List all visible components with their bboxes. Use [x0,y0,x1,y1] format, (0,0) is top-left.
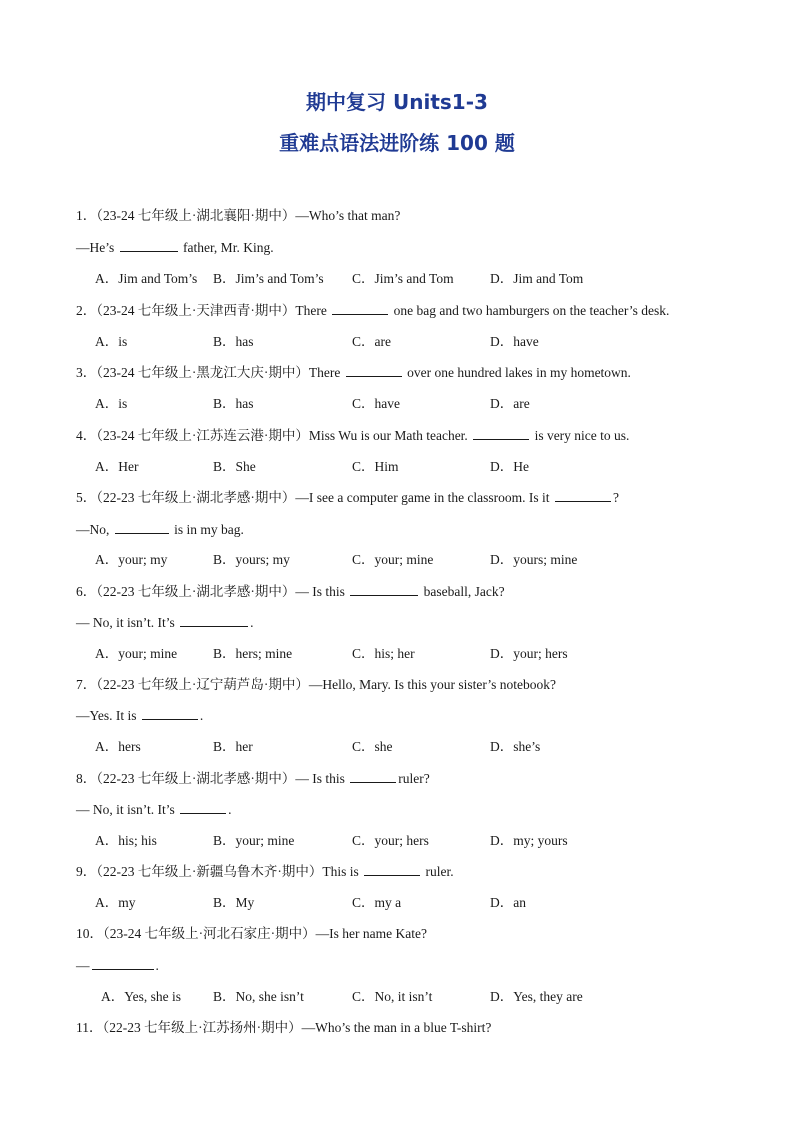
question-text: baseball, Jack? [423,584,505,599]
option-b[interactable]: B．yours; my [213,552,290,567]
option-d[interactable]: D．Jim and Tom [490,271,584,286]
question-10-stem [76,925,427,943]
question-text: —Is her name Kate? [315,926,427,941]
answer-blank[interactable] [364,862,420,876]
question-source: （22-23 七年级上·新疆乌鲁木齐·期中） [96,864,323,879]
question-number: 6． [76,584,97,599]
question-text: . [199,708,204,723]
page-subtitle: 重难点语法进阶练 100 题 [279,131,515,155]
answer-blank[interactable] [120,238,178,252]
option-a[interactable]: A．my [95,895,136,910]
question-text: This is [322,864,359,879]
option-c[interactable]: C．Him [352,459,399,474]
option-c[interactable]: C．she [352,739,393,754]
option-a[interactable]: A．is [95,334,128,349]
answer-blank[interactable] [473,426,529,440]
option-c[interactable]: C．are [352,334,391,349]
question-number: 5． [76,490,97,505]
option-c[interactable]: C．his; her [352,646,415,661]
question-text: — [76,958,90,973]
question-number: 7． [76,677,97,692]
option-a[interactable]: A．your; my [95,552,168,567]
page-title: 期中复习 Units1-3 [306,90,488,114]
question-6-stem [76,582,505,601]
question-text: — Is this [295,584,345,599]
option-b[interactable]: B．hers; mine [213,646,293,661]
question-text: — No, it isn’t. It’s [76,802,175,817]
question-source: （23-24 七年级上·天津西青·期中） [96,303,296,318]
option-b[interactable]: B．has [213,396,254,411]
question-text: ? [612,490,619,505]
option-a[interactable]: A．your; mine [95,646,178,661]
option-c[interactable]: C．Jim’s and Tom [352,271,454,286]
question-5-stem [76,488,619,507]
question-number: 3． [76,365,97,380]
question-source: （22-23 七年级上·湖北孝感·期中） [96,771,296,786]
option-b[interactable]: B．your; mine [213,833,295,848]
question-text: Miss Wu is our Math teacher. [308,428,468,443]
question-8-line2 [76,800,232,819]
question-text: ruler. [425,864,454,879]
question-number: 9． [76,864,97,879]
option-a[interactable]: A．Jim and Tom’s [95,271,198,286]
answer-blank[interactable] [92,956,154,970]
question-number: 10． [76,926,103,941]
question-text: —I see a computer game in the classroom. Is it [295,490,550,505]
option-b[interactable]: B．Jim’s and Tom’s [213,271,324,286]
answer-blank[interactable] [555,488,611,502]
question-text: — Is this [295,771,345,786]
option-d[interactable]: D．an [490,895,526,910]
answer-blank[interactable] [332,301,388,315]
question-text: over one hundred lakes in my hometown. [407,365,631,380]
question-source: （23-24 七年级上·湖北襄阳·期中） [96,208,296,223]
question-1-line2 [76,238,274,257]
answer-blank[interactable] [346,363,402,377]
answer-blank[interactable] [115,520,169,534]
question-text: . [250,615,254,630]
question-text: —Who’s that man? [295,208,401,223]
question-text: — No, it isn’t. It’s [76,615,175,630]
question-5-line2 [76,520,244,539]
option-d[interactable]: D．yours; mine [490,552,578,567]
question-text: There [295,303,327,318]
option-c[interactable]: C．your; hers [352,833,429,848]
question-text: —No, [76,522,110,537]
question-8-stem [76,769,430,788]
question-source: （23-24 七年级上·江苏连云港·期中） [96,428,309,443]
option-d[interactable]: D．my; yours [490,833,568,848]
option-a[interactable]: A．Her [95,459,139,474]
option-c[interactable]: C．my a [352,895,402,910]
question-text: is very nice to us. [534,428,630,443]
question-text: father, Mr. King. [183,240,274,255]
question-text: —He’s [76,240,115,255]
option-a[interactable]: A．hers [95,739,141,754]
option-d[interactable]: D．she’s [490,739,541,754]
question-source: （22-23 七年级上·湖北孝感·期中） [96,490,296,505]
answer-blank[interactable] [350,582,418,596]
question-4-stem [76,426,629,445]
question-3-stem [76,363,631,382]
option-c[interactable]: C．No, it isn’t [352,989,433,1004]
question-7-line2 [76,706,203,725]
question-number: 1． [76,208,97,223]
question-source: （23-24 七年级上·河北石家庄·期中） [103,926,316,941]
answer-blank[interactable] [142,706,198,720]
option-b[interactable]: B．has [213,334,254,349]
option-d[interactable]: D．have [490,334,539,349]
question-number: 4． [76,428,97,443]
option-a[interactable]: A．is [95,396,128,411]
question-7-stem [76,676,556,694]
answer-blank[interactable] [350,769,396,783]
question-1-stem [76,207,400,225]
question-text: one bag and two hamburgers on the teacher’s desk. [393,303,670,318]
question-source: （23-24 七年级上·黑龙江大庆·期中） [96,365,309,380]
question-6-line2 [76,613,254,632]
option-c[interactable]: C．your; mine [352,552,434,567]
option-a[interactable]: A．Yes, she is [101,989,182,1004]
question-source: （22-23 七年级上·辽宁葫芦岛·期中） [96,677,309,692]
question-text: —Hello, Mary. Is this your sister’s notebook? [308,677,556,692]
question-text: —Yes. It is [76,708,137,723]
question-10-line2 [76,956,159,975]
option-d[interactable]: D．are [490,396,530,411]
question-2-stem [76,301,669,320]
question-source: （22-23 七年级上·湖北孝感·期中） [96,584,296,599]
question-number: 2． [76,303,97,318]
answer-blank[interactable] [180,613,248,627]
question-9-stem [76,862,454,881]
question-text: is in my bag. [174,522,244,537]
question-source: （22-23 七年级上·江苏扬州·期中） [102,1020,302,1035]
question-text: —Who’s the man in a blue T-shirt? [301,1020,492,1035]
option-b[interactable]: B．her [213,739,253,754]
option-d[interactable]: D．Yes, they are [490,989,583,1004]
answer-blank[interactable] [180,800,226,814]
option-b[interactable]: B．She [213,459,256,474]
option-d[interactable]: D．He [490,459,529,474]
option-d[interactable]: D．your; hers [490,646,568,661]
question-number: 11． [76,1020,103,1035]
option-b[interactable]: B．No, she isn’t [213,989,304,1004]
question-number: 8． [76,771,97,786]
option-b[interactable]: B．My [213,895,255,910]
option-c[interactable]: C．have [352,396,400,411]
question-11-stem [76,1019,491,1037]
option-a[interactable]: A．his; his [95,833,157,848]
question-text: ruler? [398,771,430,786]
question-text: There [308,365,341,380]
question-text: . [228,802,232,817]
question-text: . [155,958,159,973]
